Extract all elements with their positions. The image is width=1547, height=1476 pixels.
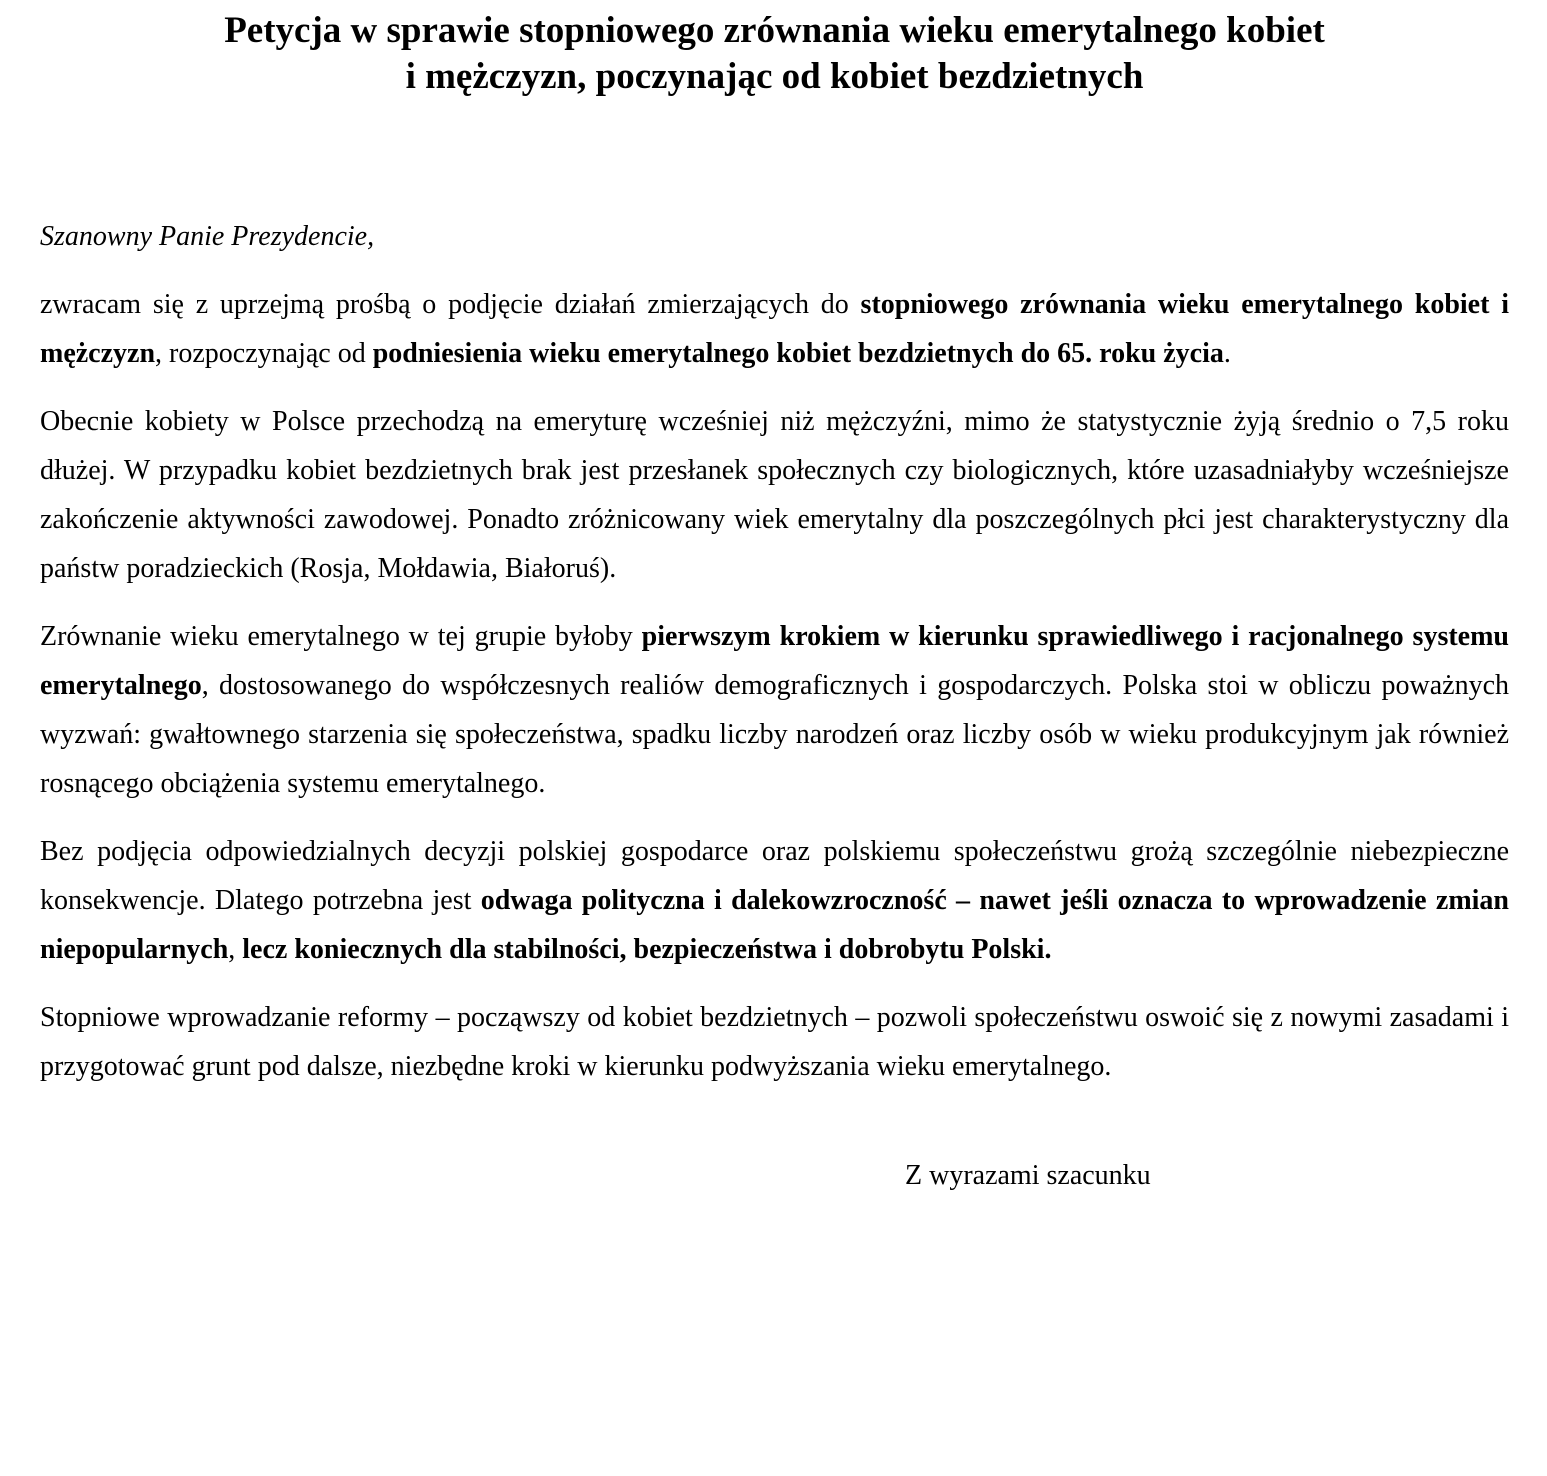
closing-line: Z wyrazami szacunku <box>905 1160 1151 1191</box>
salutation: Szanowny Panie Prezydencie, <box>40 221 375 252</box>
text-segment: Zrównanie wieku emerytalnego w tej grupie byłoby <box>40 621 642 652</box>
text-segment: podniesienia wieku emerytalnego kobiet bezdzietnych do 65. roku życia <box>372 338 1224 369</box>
text-segment: stopniowego zrównania wieku emerytalnego kobiet i mężczyzn <box>40 289 1509 369</box>
text-segment: , rozpoczynając od <box>155 338 373 369</box>
text-segment: zwracam się z uprzejmą prośbą o podjęcie działań zmierzających do <box>40 289 861 320</box>
paragraph-5 <box>40 993 1509 1091</box>
paragraph-2 <box>40 397 1509 593</box>
paragraph-4 <box>40 827 1509 974</box>
text-segment: lecz koniecznych dla stabilności, bezpieczeństwa i dobrobytu Polski. <box>242 934 1052 965</box>
text-segment: odwaga polityczna i dalekowzroczność – nawet jeśli oznacza to wprowadzenie zmian niepopularnych <box>40 885 1510 965</box>
text-segment: , <box>228 934 243 965</box>
petition-title-line2: i mężczyzn, poczynając od kobiet bezdzietnych <box>405 56 1144 97</box>
petition-title-line1: Petycja w sprawie stopniowego zrównania wieku emerytalnego kobiet <box>224 10 1325 51</box>
paragraph-1 <box>40 280 1509 378</box>
text-segment: . <box>1223 338 1231 369</box>
petition-title <box>40 8 1509 100</box>
paragraph-3 <box>40 612 1509 808</box>
text-segment: pierwszym krokiem w kierunku sprawiedliwego i racjonalnego systemu emerytalnego <box>40 621 1509 701</box>
text-segment: Obecnie kobiety w Polsce przechodzą na emeryturę wcześniej niż mężczyźni, mimo że statystycznie żyją średnio o 7,5 roku dłużej. W przypadku kobiet bezdzietnych brak jest przesłanek społecznych czy biologicznych, które uzasadniałyby wcześniejsze zakończenie aktywności zawodowej. Ponadto zróżnicowany wiek emerytalny dla poszczególnych płci jest charakterystyczny dla państw poradzieckich (Rosja, Mołdawia, Białoruś). <box>40 406 1509 584</box>
text-segment: , dostosowanego do współczesnych realiów demograficznych i gospodarczych. Polska stoi w obliczu poważnych wyzwań: gwałtownego starzenia się społeczeństwa, spadku liczby narodzeń oraz liczby osób w wieku produkcyjnym jak również rosnącego obciążenia systemu emerytalnego. <box>40 670 1509 799</box>
text-segment: Bez podjęcia odpowiedzialnych decyzji polskiej gospodarce oraz polskiemu społeczeństwu grożą szczególnie niebezpieczne konsekwencje. Dlatego potrzebna jest <box>40 836 1509 916</box>
text-segment: Stopniowe wprowadzanie reformy – począwszy od kobiet bezdzietnych – pozwoli społeczeństwu oswoić się z nowymi zasadami i przygotować grunt pod dalsze, niezbędne kroki w kierunku podwyższania wieku emerytalnego. <box>40 1002 1509 1082</box>
